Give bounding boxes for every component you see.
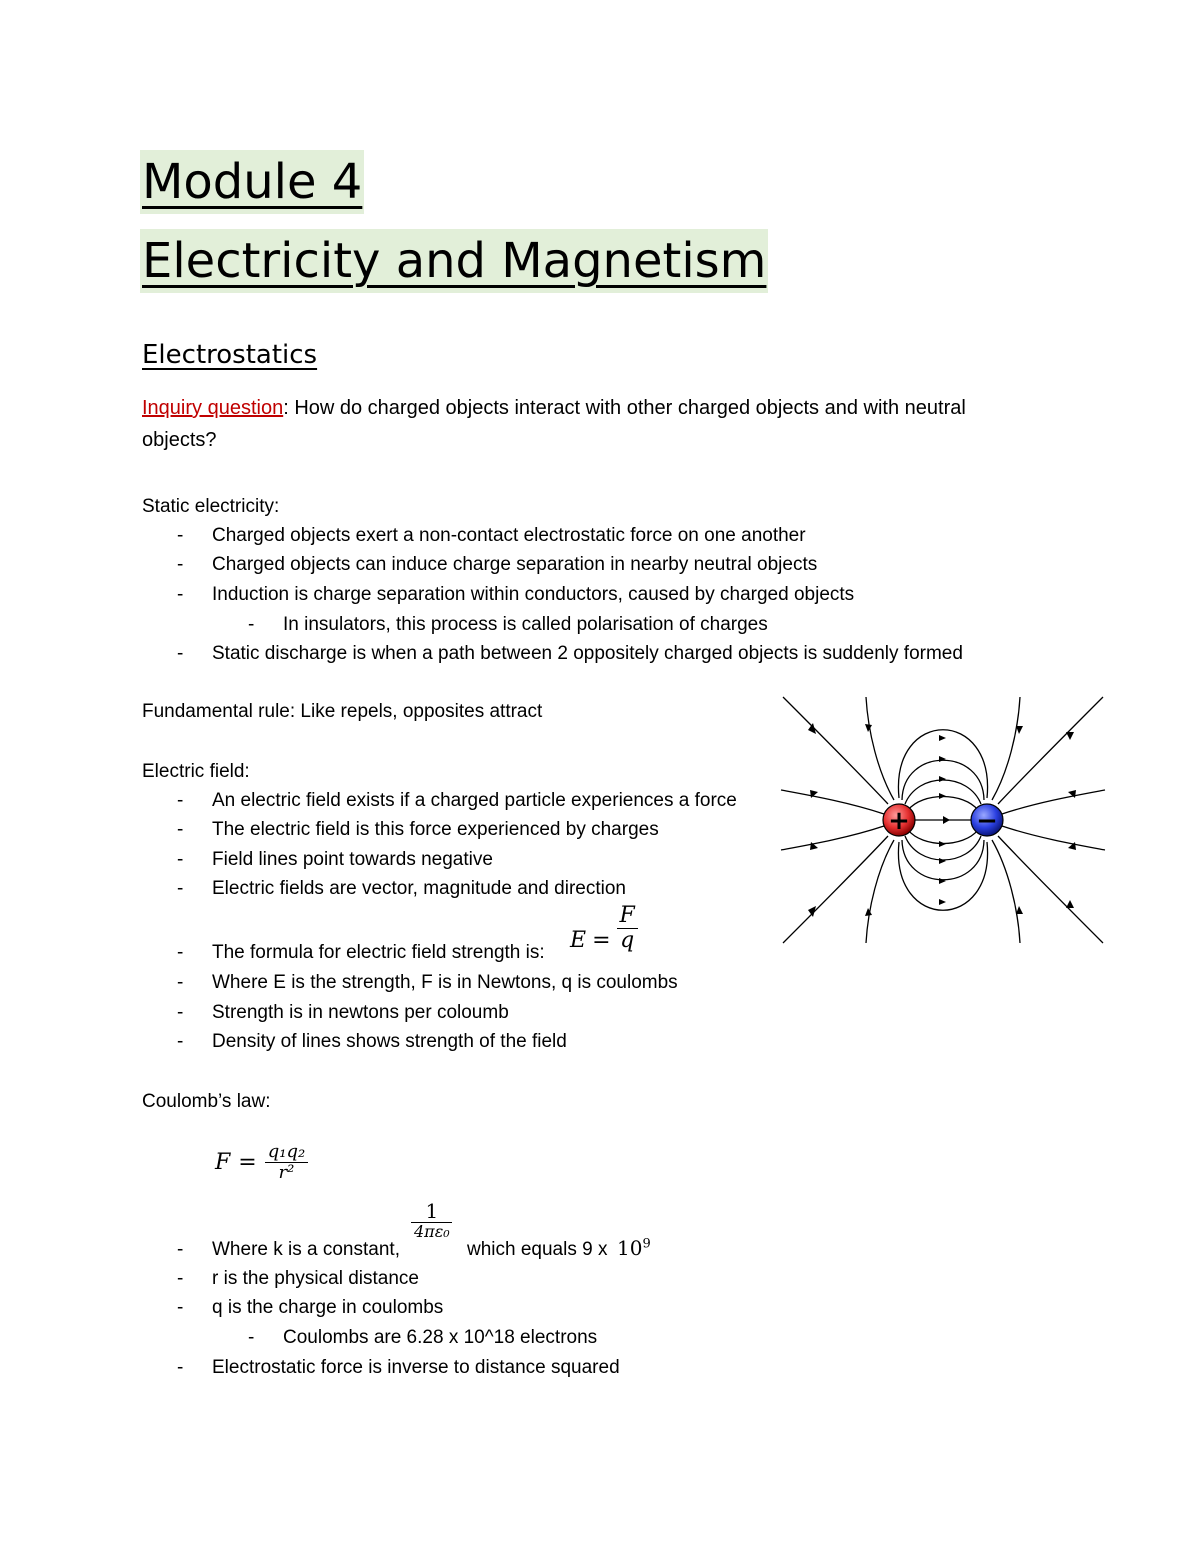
bullet-dash: - [177,819,184,840]
formula-denominator: q [620,928,635,954]
formula-numerator: F [617,904,638,929]
bullet-dash: - [177,790,184,811]
fundamental-rule: Fundamental rule: Like repels, opposites attract [142,701,543,722]
bullet-dash: - [177,1297,184,1318]
list-item-continuation: which equals 9 x [467,1239,608,1260]
bullet-dash: - [177,1002,184,1023]
k-constant-fraction [411,1200,453,1241]
list-item: An electric field exists if a charged particle experiences a force [212,790,737,811]
bullet-dash: - [177,1268,184,1289]
list-item: Charged objects exert a non-contact electrostatic force on one another [212,525,806,546]
k-fraction [411,1200,453,1241]
inquiry-text: : How do charged objects interact with other charged objects and with neutral [283,397,966,419]
formula-fraction [617,904,638,953]
formula-operator: = [592,928,611,954]
formula-lhs: F [215,1149,231,1175]
electric-field-heading: Electric field: [142,761,250,782]
electric-dipole-diagram [778,692,1108,947]
bullet-dash: - [177,1239,184,1260]
power-exponent: 9 [642,1236,651,1252]
list-item: r is the physical distance [212,1268,419,1289]
positive-symbol: + [888,806,910,836]
bullet-dash: - [248,614,255,635]
formula-lhs: E [570,928,587,954]
list-item: Strength is in newtons per coloumb [212,1002,509,1023]
negative-symbol: − [976,806,998,836]
list-item: Density of lines shows strength of the field [212,1031,567,1052]
module-title: Module 4 [140,150,364,214]
bullet-dash: - [177,525,184,546]
formula-numerator: q₁q₂ [265,1142,308,1163]
power-of-ten [617,1236,651,1260]
formula-denominator: r² [278,1161,295,1183]
list-item: Where E is the strength, F is in Newtons, q is coulombs [212,972,678,993]
inquiry-text-cont: objects? [142,429,217,451]
coulombs-law-heading: Coulomb’s law: [142,1091,271,1112]
bullet-dash: - [177,643,184,664]
bullet-dash: - [177,584,184,605]
list-item: Charged objects can induce charge separation in nearby neutral objects [212,554,818,575]
bullet-dash: - [177,1357,184,1378]
bullet-dash: - [177,1031,184,1052]
list-item: Field lines point towards negative [212,849,493,870]
bullet-dash: - [177,972,184,993]
electric-field-formula [570,904,638,953]
bullet-dash: - [177,554,184,575]
list-item: Coulombs are 6.28 x 10^18 electrons [283,1327,598,1348]
list-item: Electrostatic force is inverse to distance squared [212,1357,620,1378]
inquiry-question [142,396,966,420]
bullet-dash: - [177,942,184,963]
list-item: Static discharge is when a path between 2 oppositely charged objects is suddenly formed [212,643,963,664]
list-item: The electric field is this force experienced by charges [212,819,659,840]
section-heading: Electrostatics [142,340,318,370]
coulombs-law-formula [215,1142,308,1183]
list-item: Where k is a constant, [212,1239,400,1260]
k-numerator: 1 [411,1200,452,1223]
formula-operator: = [238,1149,257,1175]
topic-title: Electricity and Magnetism [140,229,768,293]
bullet-dash: - [177,849,184,870]
power-base: 10 [617,1236,643,1260]
k-denominator: 4πε₀ [414,1222,450,1241]
inquiry-label: Inquiry question [142,397,284,419]
static-electricity-heading: Static electricity: [142,496,280,517]
list-item: In insulators, this process is called polarisation of charges [283,614,768,635]
list-item: Electric fields are vector, magnitude and direction [212,878,626,899]
list-item: q is the charge in coulombs [212,1297,444,1318]
list-item: Induction is charge separation within conductors, caused by charged objects [212,584,855,605]
bullet-dash: - [177,878,184,899]
formula-fraction [265,1142,308,1183]
bullet-dash: - [248,1327,255,1348]
list-item: The formula for electric field strength is: [212,942,545,963]
